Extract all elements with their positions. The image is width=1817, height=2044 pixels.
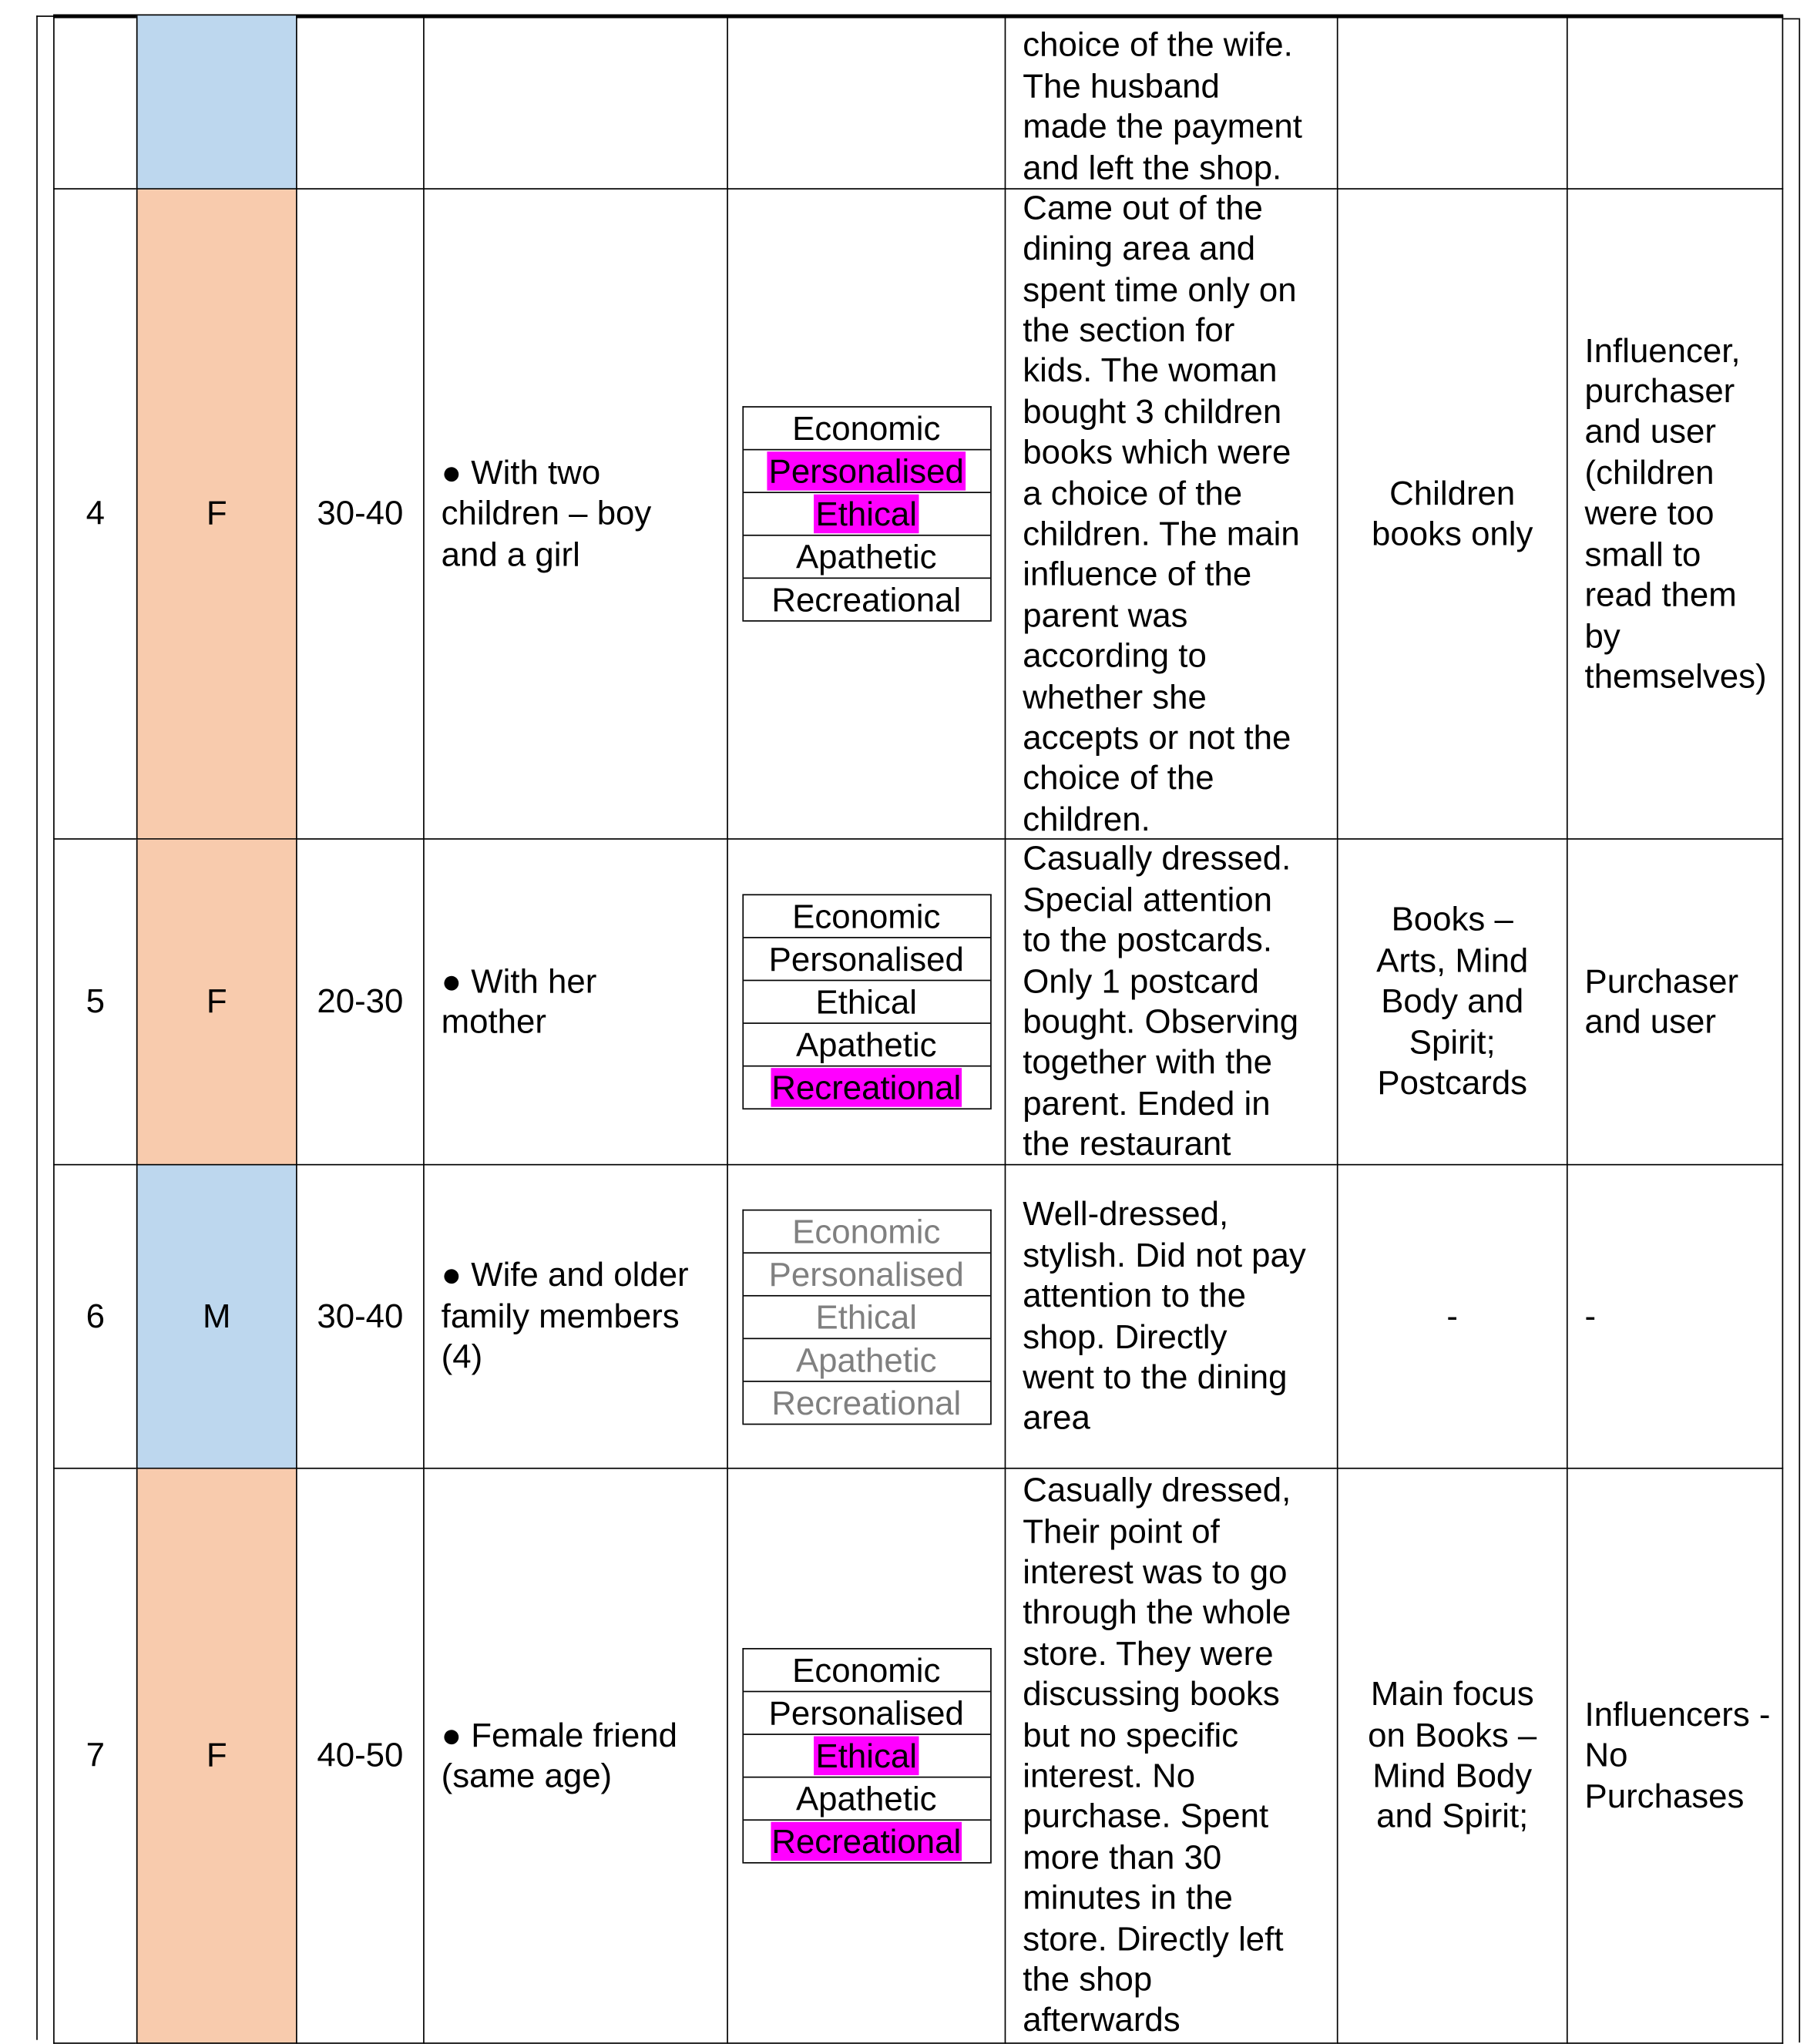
company-text: ● Female friend (same age)	[441, 1714, 678, 1795]
products-text: -	[1446, 1296, 1459, 1335]
shopper-type-economic	[743, 408, 989, 451]
description-cell	[1005, 187, 1337, 840]
role-text: Influencer, purchaser and user (children were too small to read them by themselves)	[1584, 330, 1767, 696]
age-cell	[296, 1469, 423, 2044]
shopper-type-box	[742, 406, 991, 622]
gender-text: F	[206, 981, 227, 1021]
shopper-type-recreational	[743, 1821, 989, 1864]
outer-border-left	[36, 15, 38, 2040]
description-text: Well-dressed, stylish. Did not pay attention to the shop. Directly went to the dining area	[1023, 1194, 1306, 1438]
number-cell	[53, 190, 136, 840]
company-text: ● Wife and older family members (4)	[441, 1255, 689, 1376]
categories-cell	[727, 190, 1004, 840]
shopper-type-recreational	[743, 579, 989, 622]
shopper-type-label: Economic	[792, 1650, 941, 1690]
age-text: 20-30	[317, 981, 404, 1021]
shopper-type-box	[742, 1209, 991, 1425]
gender-text: F	[206, 493, 227, 533]
age-cell	[296, 15, 423, 190]
role-text: Purchaser and user	[1584, 961, 1739, 1041]
description-text: Casually dressed. Special attention to the postcards. Only 1 postcard bought. Observing together with the parent. Ended in the restaurant	[1023, 838, 1299, 1163]
shopper-type-economic	[743, 895, 989, 938]
role-cell	[1567, 1469, 1783, 2044]
shopper-type-ethical	[743, 981, 989, 1024]
shopper-type-ethical	[743, 1296, 989, 1339]
shopper-type-recreational	[743, 1066, 989, 1109]
gender-cell	[136, 15, 296, 190]
shopper-type-label: Economic	[792, 896, 941, 936]
categories-cell	[727, 840, 1004, 1166]
categories-cell	[727, 1166, 1004, 1469]
role-cell	[1567, 840, 1783, 1166]
table-row	[53, 1166, 1783, 1469]
shopper-type-ethical	[743, 1735, 989, 1778]
products-cell	[1337, 190, 1567, 840]
shopper-type-label: Economic	[792, 1211, 941, 1250]
categories-cell	[727, 15, 1004, 190]
shopper-type-personalised	[743, 938, 989, 982]
number-text: 4	[86, 493, 105, 533]
number-cell	[53, 840, 136, 1166]
table-row	[53, 15, 1783, 190]
gender-cell	[136, 1166, 296, 1469]
shopper-type-economic	[743, 1650, 989, 1693]
shopper-type-label: Ethical	[815, 494, 917, 534]
shopper-type-label: Personalised	[768, 451, 964, 491]
gender-text: M	[203, 1296, 231, 1335]
company-cell	[423, 15, 727, 190]
shopper-type-apathetic	[743, 1777, 989, 1821]
role-text: -	[1584, 1296, 1597, 1335]
shopper-type-label: Apathetic	[795, 537, 937, 576]
age-text: 40-50	[317, 1735, 404, 1774]
company-cell	[423, 1469, 727, 2044]
company-text: ● With two children – boy and a girl	[441, 452, 652, 573]
number-text: 5	[86, 981, 105, 1021]
number-text: 6	[86, 1296, 105, 1335]
products-cell	[1337, 1469, 1567, 2044]
description-text: Casually dressed, Their point of interest was to go through the whole store. They were discussing books but no specific interest. No purchase. Spent more than 30 minutes in the store. Directly left the shop afterwards	[1023, 1470, 1291, 2039]
shopper-type-label: Apathetic	[795, 1340, 937, 1379]
shopper-type-ethical	[743, 493, 989, 536]
products-cell	[1337, 15, 1567, 190]
shopper-type-box	[742, 894, 991, 1109]
shopper-type-apathetic	[743, 1338, 989, 1381]
gender-text: F	[206, 1735, 227, 1774]
company-text: ● With her mother	[441, 961, 597, 1041]
description-cell	[1005, 840, 1337, 1166]
products-cell	[1337, 1166, 1567, 1469]
number-cell	[53, 1166, 136, 1469]
shopper-type-apathetic	[743, 1024, 989, 1067]
table-row	[53, 187, 1783, 840]
number-cell	[53, 1469, 136, 2044]
products-text: Children books only	[1372, 473, 1533, 553]
shopper-type-label: Recreational	[771, 1382, 962, 1422]
age-cell	[296, 1166, 423, 1469]
table-row	[53, 1469, 1783, 2044]
shopper-type-label: Apathetic	[795, 1025, 937, 1065]
shopper-type-label: Recreational	[771, 579, 962, 619]
company-cell	[423, 190, 727, 840]
shopper-type-label: Economic	[792, 408, 941, 448]
categories-cell	[727, 1469, 1004, 2044]
role-cell	[1567, 1166, 1783, 1469]
shopper-type-label: Personalised	[768, 1254, 964, 1294]
gender-cell	[136, 840, 296, 1166]
description-text: Came out of the dining area and spent time only on the section for kids. The woman bought 3 children books which were a choice of the children. The main influence of the parent was according to whether she accepts or not the choice of the children.	[1023, 187, 1300, 838]
shopper-type-economic	[743, 1210, 989, 1254]
age-text: 30-40	[317, 1296, 404, 1335]
shopper-type-apathetic	[743, 536, 989, 579]
age-cell	[296, 840, 423, 1166]
shopper-type-recreational	[743, 1381, 989, 1425]
shopper-type-box	[742, 1648, 991, 1864]
table-row	[53, 840, 1783, 1166]
role-cell	[1567, 15, 1783, 190]
shopper-type-label: Recreational	[771, 1821, 962, 1861]
outer-border-top-left	[36, 15, 53, 17]
description-cell	[1005, 1166, 1337, 1469]
shopper-type-label: Ethical	[815, 1297, 917, 1336]
gender-cell	[136, 1469, 296, 2044]
shopper-type-personalised	[743, 1692, 989, 1735]
description-text: choice of the wife. The husband made the payment and left the shop.	[1023, 25, 1302, 186]
shopper-type-label: Ethical	[815, 1736, 917, 1776]
shopper-type-label: Personalised	[768, 939, 964, 978]
products-text: Books – Arts, Mind Body and Spirit; Postcards	[1376, 900, 1529, 1103]
products-cell	[1337, 840, 1567, 1166]
outer-border-right	[1799, 18, 1800, 2043]
age-text: 30-40	[317, 493, 404, 533]
shopper-type-label: Recreational	[771, 1068, 962, 1107]
company-cell	[423, 1166, 727, 1469]
role-text: Influencers - No Purchases	[1584, 1694, 1771, 1815]
shopper-type-personalised	[743, 450, 989, 493]
gender-cell	[136, 190, 296, 840]
description-cell	[1005, 1469, 1337, 2044]
description-cell	[1005, 15, 1337, 190]
role-cell	[1567, 190, 1783, 840]
number-cell	[53, 15, 136, 190]
age-cell	[296, 190, 423, 840]
outer-border-top-right	[1783, 18, 1799, 20]
shopper-type-personalised	[743, 1253, 989, 1296]
shopper-type-label: Apathetic	[795, 1779, 937, 1818]
products-text: Main focus on Books – Mind Body and Spirit;	[1368, 1674, 1537, 1836]
number-text: 7	[86, 1735, 105, 1774]
shopper-type-label: Ethical	[815, 982, 917, 1022]
company-cell	[423, 840, 727, 1166]
shopper-type-label: Personalised	[768, 1693, 964, 1733]
